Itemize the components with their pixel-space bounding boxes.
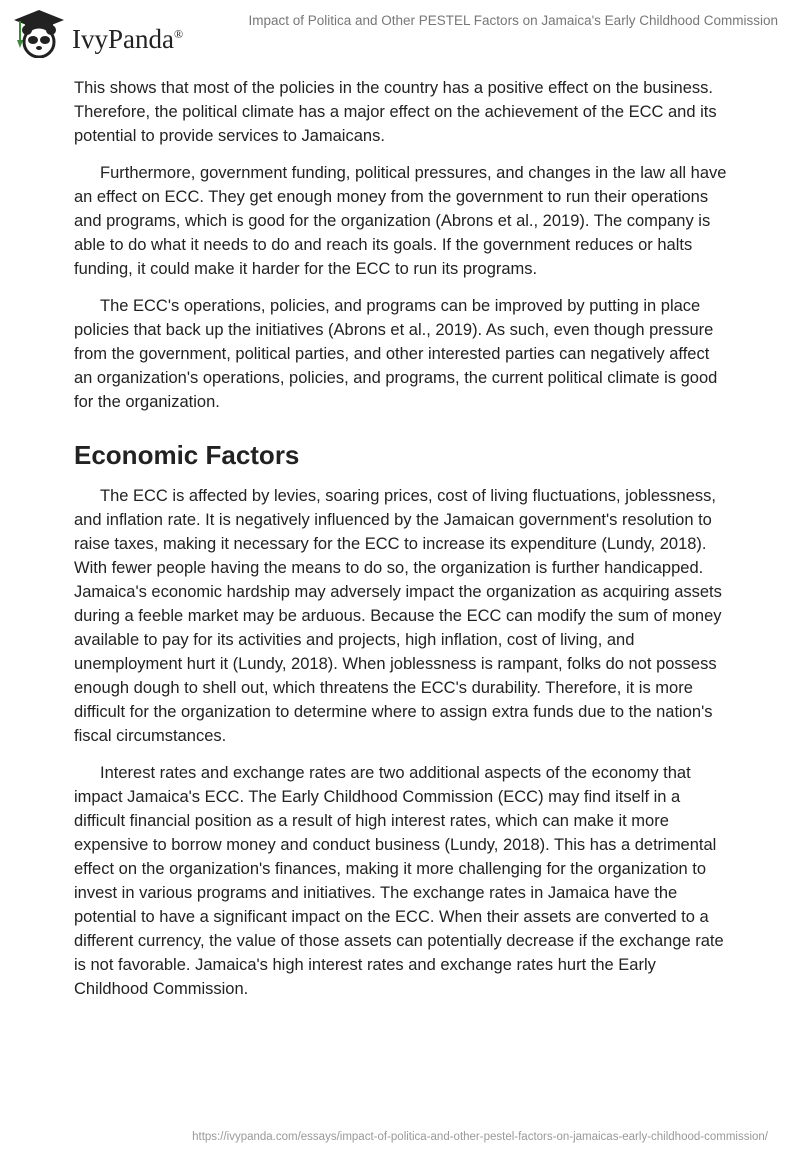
- logo-text: IvyPanda®: [72, 23, 184, 54]
- section-heading: Economic Factors: [74, 440, 300, 470]
- paragraph: This shows that most of the policies in the country has a positive effect on the business. Therefore, the political climate has a major effect on the achievement of the ECC and its potential to provide services to Jamaicans.: [74, 79, 717, 145]
- logo[interactable]: [12, 8, 183, 58]
- essay-body: [74, 76, 728, 1014]
- document-title: Impact of Politica and Other PESTEL Factors on Jamaica's Early Childhood Commission: [248, 13, 778, 28]
- paragraph: Interest rates and exchange rates are two additional aspects of the economy that impact Jamaica's ECC. The Early Childhood Commission (ECC) may find itself in a difficult financial position as a result of high interest rates, which can make it more expensive to borrow money and conduct business (Lundy, 2018). This has a detrimental effect on the organization's finances, making it more challenging for the organization to invest in various programs and initiatives. The exchange rates in Jamaica have the potential to have a significant impact on the ECC. When their assets are converted to a different currency, the value of those assets can potentially decrease if the exchange rate is not favorable. Jamaica's high interest rates and exchange rates hurt the Early Childhood Commission.: [74, 764, 724, 998]
- paragraph: The ECC is affected by levies, soaring prices, cost of living fluctuations, joblessness, and inflation rate. It is negatively influenced by the Jamaican government's resolution to raise taxes, making it necessary for the ECC to increase its expenditure (Lundy, 2018). With fewer people having the means to do so, the organization is further handicapped. Jamaica's economic hardship may adversely impact the organization as acquiring assets during a feeble market may be arduous. Because the ECC can modify the sum of money available to pay for its activities and projects, high inflation, cost of living, and unemployment hurt it (Lundy, 2018). When joblessness is rampant, folks do not possess enough dough to shell out, which threatens the ECC's durability. Therefore, it is more difficult for the organization to determine where to assign extra funds due to the nation's fiscal circumstances.: [74, 487, 722, 745]
- source-url[interactable]: https://ivypanda.com/essays/impact-of-politica-and-other-pestel-factors-on-jamaicas-early-childhood-commission/: [192, 1131, 768, 1143]
- paragraph: The ECC's operations, policies, and programs can be improved by putting in place policies that back up the initiatives (Abrons et al., 2019). As such, even though pressure from the government, political parties, and other interested parties can negatively affect an organization's operations, policies, and programs, the current political climate is good for the organization.: [74, 297, 718, 411]
- paragraph: Furthermore, government funding, political pressures, and changes in the law all have an effect on ECC. They get enough money from the government to run their operations and programs, which is good for the organization (Abrons et al., 2019). The company is able to do what it needs to do and reach its goals. If the government reduces or halts funding, it could make it harder for the ECC to run its programs.: [74, 164, 727, 278]
- panda-graduate-icon: [12, 8, 66, 58]
